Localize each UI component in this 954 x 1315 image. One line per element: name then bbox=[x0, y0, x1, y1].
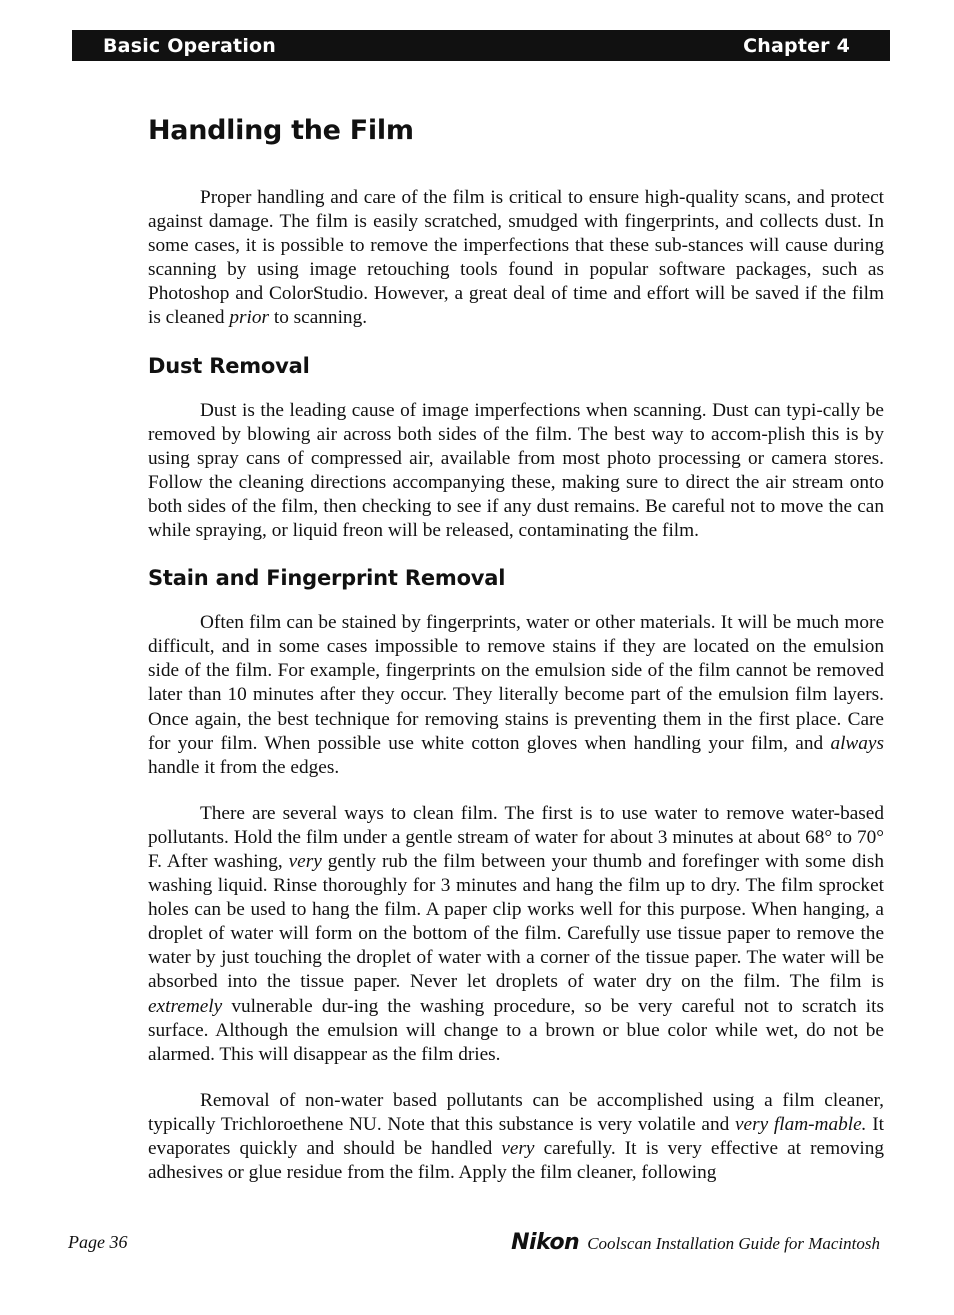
stain-paragraph-2: There are several ways to clean film. The first is to use water to remove water-based pollutants. Hold the film under a gentle stream of water for about 3 minutes at about 68° to 70° F. After washing, very gently rub the film between your thumb and forefinger with some dish washing liquid. Rinse thoroughly for 3 minutes and hang the film up to dry. The film sprocket holes can be used to hang the film. A paper clip works well for this purpose. When hanging, a droplet of water will form on the bottom of the film. Carefully use tissue paper to remove the water by just touching the droplet of water with a corner of the tissue paper. The water will be absorbed into the tissue paper. Never let droplets of water dry on the film. The film is extremely vulnerable dur-ing the washing procedure, so be very careful not to scratch its surface. Although the emulsion will change to a brown or blue color while wet, do not be alarmed. This will disappear as the film dries. bbox=[148, 802, 884, 1065]
page-title: Handling the Film bbox=[148, 115, 414, 146]
chapter-header-bar bbox=[72, 30, 890, 61]
page-content bbox=[148, 112, 884, 1185]
stain-paragraph-3: Removal of non-water based pollutants can be accomplished using a film cleaner, typically Trichloroethene NU. Note that this substance is very volatile and very flam-mable. It evaporates quickly and should be handled very carefully. It is very effective at removing adhesives or glue residue from the film. Apply the film cleaner, following bbox=[148, 1089, 885, 1184]
guide-title: Coolscan Installation Guide for Macintosh bbox=[587, 1234, 880, 1253]
dust-removal-heading: Dust Removal bbox=[148, 353, 310, 378]
chapter-label: Chapter 4 bbox=[743, 34, 850, 57]
stain-paragraph-1: Often film can be stained by fingerprints, water or other materials. It will be much more difficult, and in some cases impossible to remove stains if they are located on the emulsion side of the film. For example, fingerprints on the emulsion side of the film cannot be removed later than 10 minutes after they occur. They literally become part of the emulsion film layers. Once again, the best technique for removing stains is preventing them in the first place. Care for your film. When possible use white cotton gloves when handling your film, and always handle it from the edges. bbox=[148, 612, 884, 778]
intro-paragraph: Proper handling and care of the film is critical to ensure high-quality scans, and protect against damage. The film is easily scratched, smudged with fingerprints, and collects dust. In some cases, it is possible to remove the imperfections that these sub-stances will cause during scanning by using image retouching tools found in popular software packages, such as Photoshop and ColorStudio. However, a great deal of time and effort will be saved if the film is cleaned prior to scanning. bbox=[148, 187, 884, 329]
page-footer bbox=[68, 1230, 880, 1258]
stain-removal-heading: Stain and Fingerprint Removal bbox=[148, 566, 506, 591]
section-label: Basic Operation bbox=[103, 34, 277, 57]
nikon-logo: Nikon bbox=[511, 1230, 580, 1255]
page-number: Page 36 bbox=[68, 1232, 128, 1252]
footer-brand-line bbox=[511, 1230, 880, 1255]
dust-paragraph: Dust is the leading cause of image imperfections when scanning. Dust can typi-cally be removed by blowing air across both sides of the film. The best way to accom-plish this is by using spray cans of compressed air, available from most photo processing or camera stores. Follow the cleaning directions accompanying these, making sure to direct the air stream onto both sides of the film, then checking to see if any dust remains. Be careful not to move the can while spraying, or liquid freon will be released, contaminating the film. bbox=[148, 399, 884, 542]
